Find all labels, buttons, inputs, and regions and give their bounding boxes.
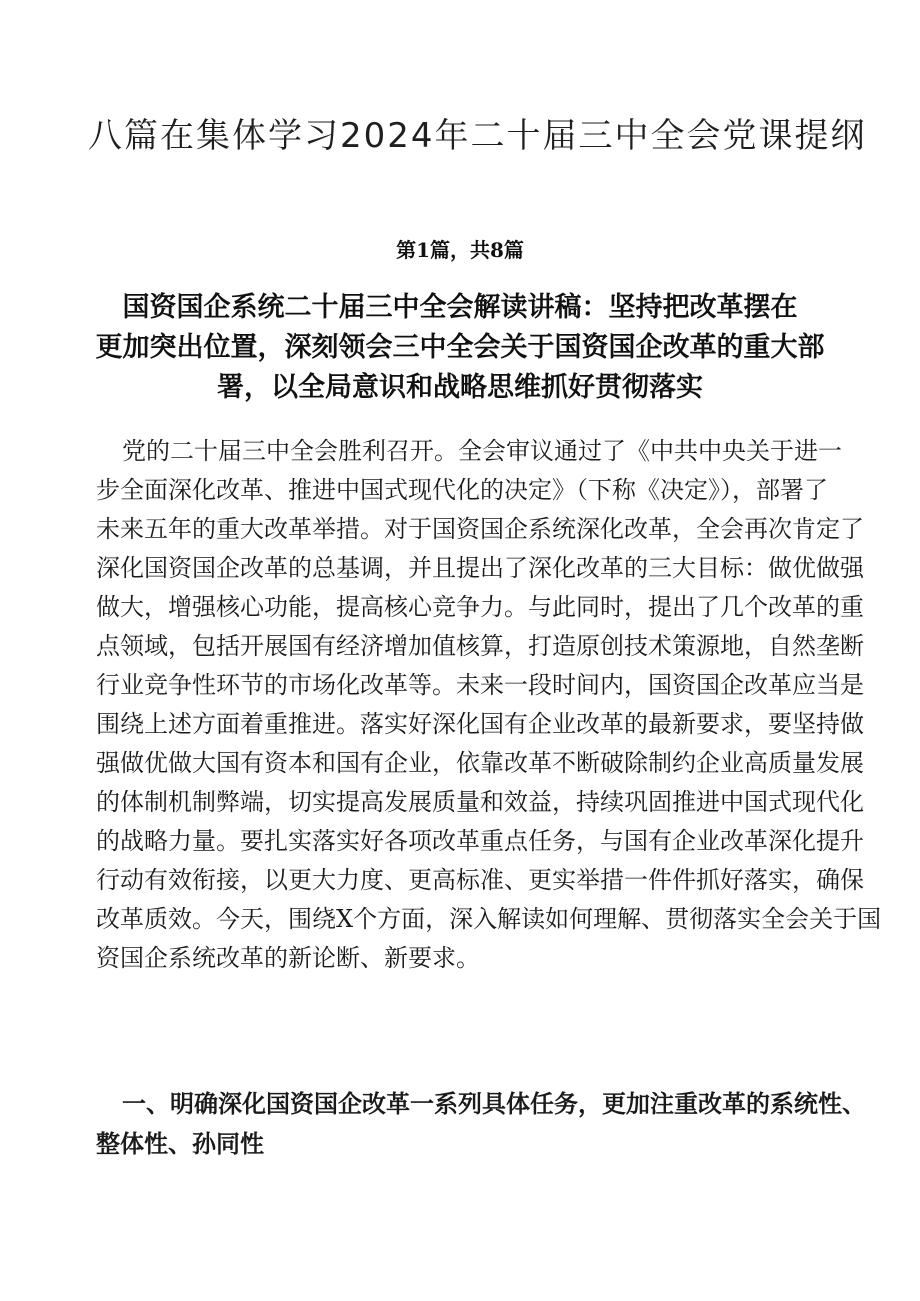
body-line: 围绕上述方面着重推进。落实好深化国有企业改革的最新要求，要坚持做 xyxy=(96,710,864,738)
body-line: 点领域，包括开展国有经济增加值核算，打造原创技术策源地，自然垄断 xyxy=(96,632,864,660)
body-line: 未来五年的重大改革举措。对于国资国企系统深化改革，全会再次肯定了 xyxy=(96,515,864,543)
body-line: 行业竞争性环节的市场化改革等。未来一段时间内，国资国企改革应当是 xyxy=(96,671,864,699)
body-line: 党的二十届三中全会胜利召开。全会审议通过了《中共中央关于进一 xyxy=(122,437,842,465)
section-heading-line: 一、明确深化国资国企改革一系列具体任务，更加注重改革的系统性、 xyxy=(122,1090,866,1118)
article-title xyxy=(90,288,830,408)
article-title-line: 更加突出位置，深刻领会三中全会关于国资国企改革的重大部 xyxy=(95,332,825,363)
body-line: 的战略力量。要扎实落实好各项改革重点任务，与国有企业改革深化提升 xyxy=(96,827,864,855)
section-heading-line: 整体性、孙同性 xyxy=(96,1130,264,1158)
body-line: 做大，增强核心功能，提高核心竞争力。与此同时，提出了几个改革的重 xyxy=(96,593,864,621)
section-heading xyxy=(96,1084,866,1164)
document-title: 八篇在集体学习2024年二十届三中全会党课提纲 xyxy=(88,116,867,156)
body-line: 改革质效。今天，围绕X个方面，深入解读如何理解、贯彻落实全会关于国 xyxy=(96,905,882,933)
body-line: 资国企系统改革的新论断、新要求。 xyxy=(96,944,480,972)
body-line: 行动有效衔接，以更大力度、更高标准、更实举措一件件抓好落实，确保 xyxy=(96,866,864,894)
body-line: 的体制机制弊端，切实提高发展质量和效益，持续巩固推进中国式现代化 xyxy=(96,788,864,816)
body-line: 步全面深化改革、推进中国式现代化的决定》（下称《决定》），部署了 xyxy=(96,476,828,504)
body-paragraph xyxy=(96,432,882,978)
body-line: 深化国资国企改革的总基调，并且提出了深化改革的三大目标：做优做强 xyxy=(96,554,864,582)
article-title-line: 署，以全局意识和战略思维抓好贯彻落实 xyxy=(217,372,703,403)
article-title-line: 国资国企系统二十届三中全会解读讲稿：坚持把改革摆在 xyxy=(122,292,798,323)
body-line: 强做优做大国有资本和国有企业，依靠改革不断破除制约企业高质量发展 xyxy=(96,749,864,777)
part-label: 第1篇，共8篇 xyxy=(396,238,524,262)
